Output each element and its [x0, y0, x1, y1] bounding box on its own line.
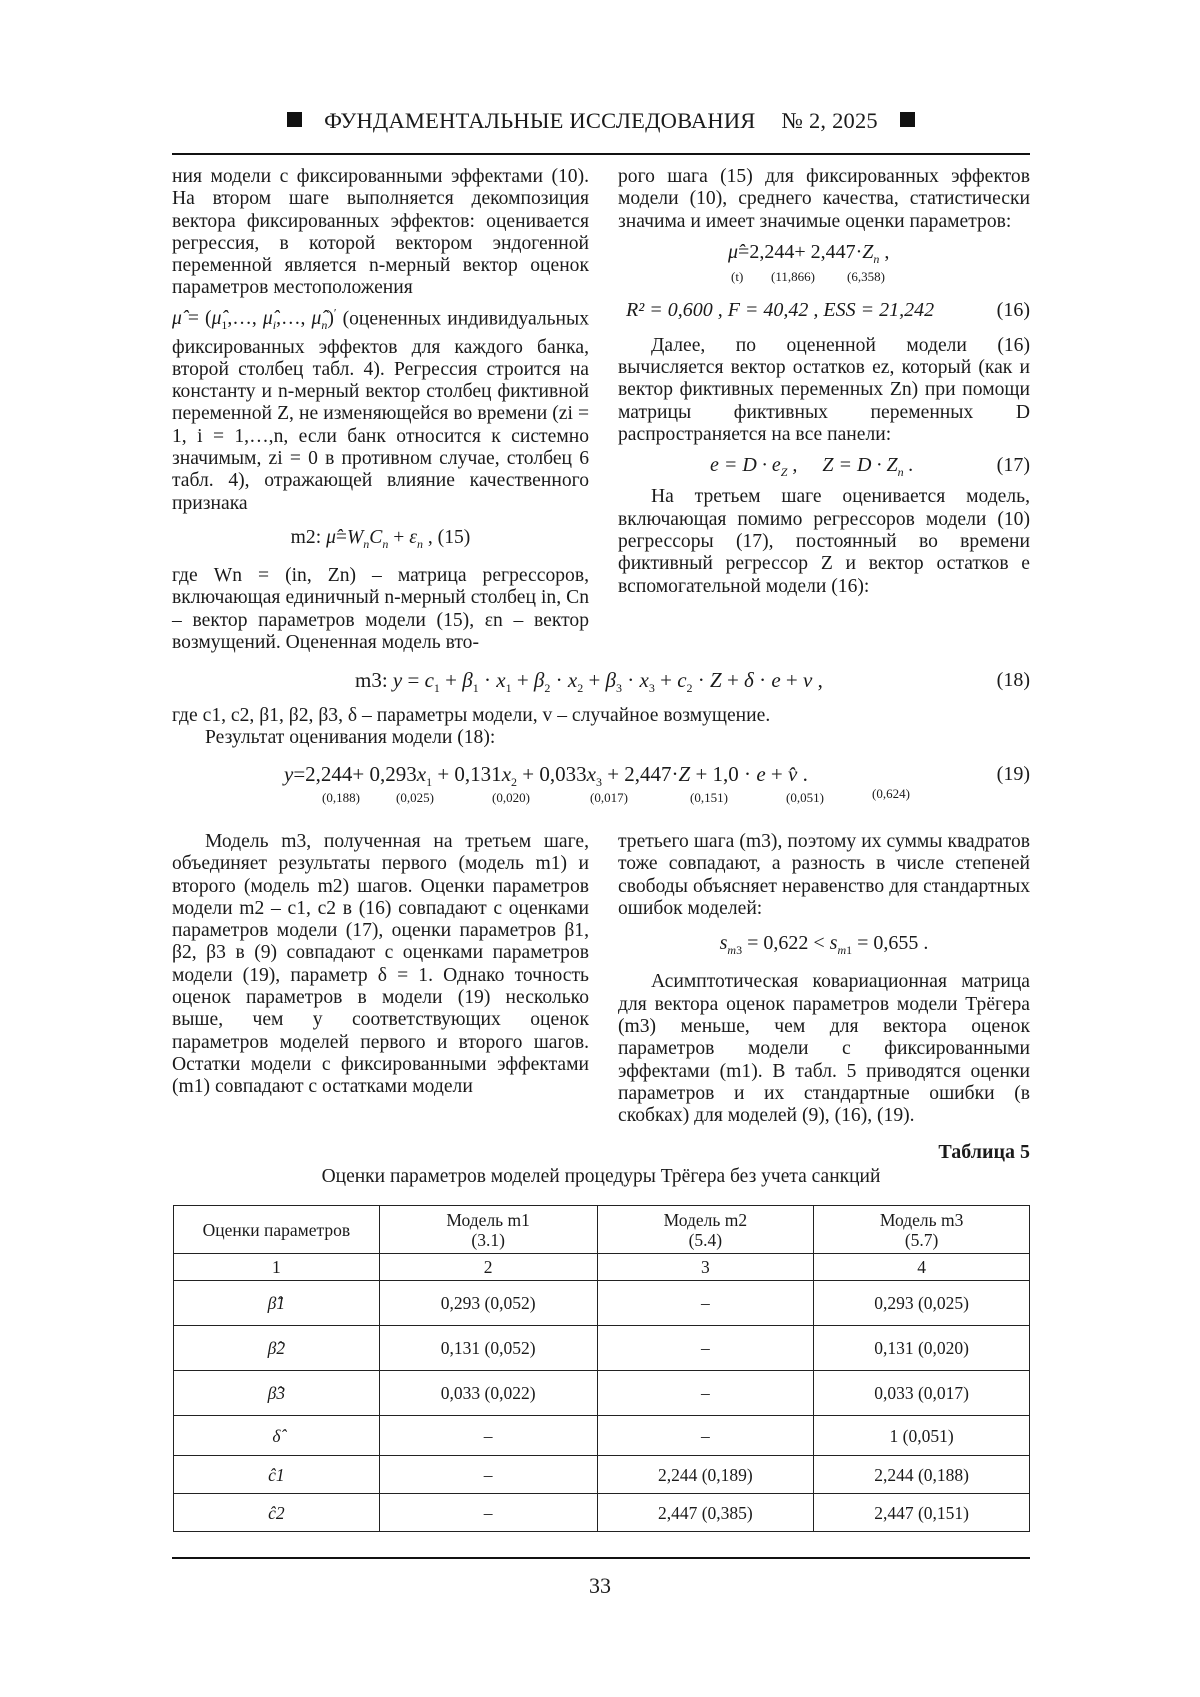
square-bullet-icon — [287, 112, 302, 127]
running-header — [172, 108, 1030, 144]
paragraph: На третьем шаге оценивается модель, включающая помимо регрессоров модели (10) регрессоры (17), постоянный во времени фиктивный регрессор Z и вектор остатков e вспомогательной модели (16): — [618, 486, 1030, 597]
equation-16-main: μ̂=2,244+ $2,447\cdot Z_n$ , (t) (11,866) (6,358) — [618, 233, 1030, 287]
footer-rule — [172, 1557, 1030, 1559]
table-row: ĉ2 – 2,447 (0,385) 2,447 (0,151) — [174, 1494, 1030, 1532]
std-error: (0,151) — [690, 790, 728, 805]
paragraph: Асимптотическая ковариационная матрица для вектора оценок параметров модели Трёгера (m3) меньше, чем для вектора оценок параметров модели с фиксированными эффектами (m1). В табл. 5 приводятся оценки параметров и их стандартные ошибки (в скобках) для моделей (9), (16), (19). — [618, 971, 1030, 1127]
journal-title: ФУНДАМЕНТАЛЬНЫЕ ИССЛЕДОВАНИЯ — [324, 108, 756, 133]
equation-17: $e = D \cdot e_Z$ , $Z = D \cdot Z_n$ . (17) — [710, 454, 1030, 480]
left-column-bottom — [172, 831, 589, 1099]
std-error: (0,624) — [872, 786, 910, 801]
table-row: δ̂ – – 1 (0,051) — [174, 1416, 1030, 1456]
table-caption: Оценки параметров моделей процедуры Трёгера без учета санкций — [321, 1166, 881, 1187]
table-row: β̂1 0,293 (0,052) – 0,293 (0,025) — [174, 1281, 1030, 1326]
paragraph: μ̂ = ($\mû_1,\dots$, $\mû_i,\dots$, $\mû_n)'$ (оцененных индивидуальных фиксированных эффектов для каждого банка, второй столбец табл. 4). Регрессия строится на константу и n-мерный вектор столбец фиктивной переменной Z, не изменяющейся во времени (zi = 1, i = 1,…,n, если банк относится к системно значимым, zi = 0 в противном случае, столбец 6 табл. 4), отражающей влияние качественного признака — [172, 305, 589, 514]
equation-16-stats: R² = 0,600 , F = 40,42 , ESS = 21,242 (16) — [626, 298, 1030, 321]
std-error: (0,020) — [492, 790, 530, 805]
std-error: (0,051) — [786, 790, 824, 805]
param-cell: β̂1 — [174, 1281, 380, 1326]
param-cell: β̂2 — [174, 1326, 380, 1371]
table-row: β̂3 0,033 (0,022) – 0,033 (0,017) — [174, 1371, 1030, 1416]
std-error: (0,188) — [322, 790, 360, 805]
param-cell: ĉ2 — [174, 1494, 380, 1532]
t-stat: (11,866) — [771, 268, 815, 284]
header-rule — [172, 153, 1030, 155]
header-cell: Модель m3 (5.7) — [814, 1206, 1030, 1254]
issue-number: № 2, 2025 — [781, 108, 878, 133]
paragraph: рого шага (15) для фиксированных эффектов модели (10), среднего качества, статистически значима и имеет значимые оценки параметров: — [618, 166, 1030, 232]
square-bullet-icon — [900, 112, 915, 127]
param-cell: β̂3 — [174, 1371, 380, 1416]
equation-18: m3: $y = c_1 + \beta_1 \cdot x_1 + \beta_2 \cdot x_2 + \beta_3 \cdot x_3 + c_2 \cdot Z + \delta \cdot e + v$ , (18) — [355, 668, 1030, 696]
paragraph: Модель m3, полученная на третьем шаге, объединяет результаты первого (модель m1) и второго (модель m2) шагов. Оценки параметров модели m2 – c1, c2 в (16) совпадают с оценками параметров модели (17), оценки параметров β1, β2, β3 в (9) совпадают с оценками параметров модели (19), параметр δ = 1. Однако точность оценок параметров в модели (19) несколько выше, чем у соответствующих оценок параметров моделей первого и второго шагов. Остатки модели с фиксированными эффектами (m1) совпадают с остатками модели — [172, 831, 589, 1098]
right-column-bottom — [618, 831, 1030, 1128]
table-row: β̂2 0,131 (0,052) – 0,131 (0,020) — [174, 1326, 1030, 1371]
t-stat: (6,358) — [847, 268, 885, 284]
paragraph: где Wn = (in, Zn) – матрица регрессоров, включающая единичный n-мерный столбец in, Cn – вектор параметров модели (15), εn – вектор возмущений. Оцененная модель вто- — [172, 565, 589, 653]
parameter-table — [173, 1205, 1030, 1532]
param-cell: ĉ1 — [174, 1456, 380, 1494]
std-error: (0,017) — [590, 790, 628, 805]
table-label: Таблица 5 — [938, 1141, 1030, 1163]
paragraph: третьего шага (m3), поэтому их суммы квадратов тоже совпадают, а разность в числе степеней свободы объясняет неравенство для стандартных ошибок моделей: — [618, 831, 1030, 919]
param-cell: δ̂ — [174, 1416, 380, 1456]
std-error: (0,025) — [396, 790, 434, 805]
table-header-row — [174, 1206, 1030, 1254]
paragraph: Далее, по оцененной модели (16) вычисляется вектор остатков ez, который (как и вектор фиктивных переменных Zn) при помощи матрицы фиктивных переменных D распространяется на все панели: — [618, 334, 1030, 446]
paragraph: ния модели с фиксированными эффектами (10). На втором шаге выполняется декомпозиция вектора фиксированных эффектов: оценивается регрессия, в которой вектором эндогенной переменной является n-мерный вектор оценок параметров местоположения — [172, 166, 589, 299]
after-equation-18: где c1, c2, β1, β2, β3, δ – параметры модели, v – случайное возмущение. Результат оценивания модели (18): — [172, 705, 771, 749]
page-number: 33 — [589, 1573, 611, 1598]
header-cell: Модель m1 (3.1) — [379, 1206, 597, 1254]
header-cell: Оценки параметров — [174, 1206, 380, 1254]
table-number-row: 1 2 3 4 — [174, 1254, 1030, 1281]
header-cell: Модель m2 (5.4) — [597, 1206, 814, 1254]
left-column-top — [172, 166, 589, 654]
se-inequality: $s_{m3} = 0,622 < s_{m1} = 0,655$ . — [719, 932, 929, 958]
table-row: ĉ1 – 2,244 (0,189) 2,244 (0,188) — [174, 1456, 1030, 1494]
t-stat: (t) — [731, 268, 744, 284]
right-column-top — [618, 166, 1030, 598]
equation-15: m2: $\mû=W_nC_n + \varepsilon_n$ , (15) — [290, 526, 471, 551]
equation-19: $y=2,244+ 0,293x_1 + 0,131x_2 + 0,033x_3 + 2,447\cdot Z + 1,0 \cdot e$ + v̂ . (0,188) (0,025) (0,020) (0,017) (0,151) (0,051) (0,624) (19) — [284, 762, 1030, 805]
mu-hat-vector: μ̂ = ($\mû_1,\dots$, $\mû_i,\dots$, $\mû_n)'$ — [172, 305, 337, 333]
